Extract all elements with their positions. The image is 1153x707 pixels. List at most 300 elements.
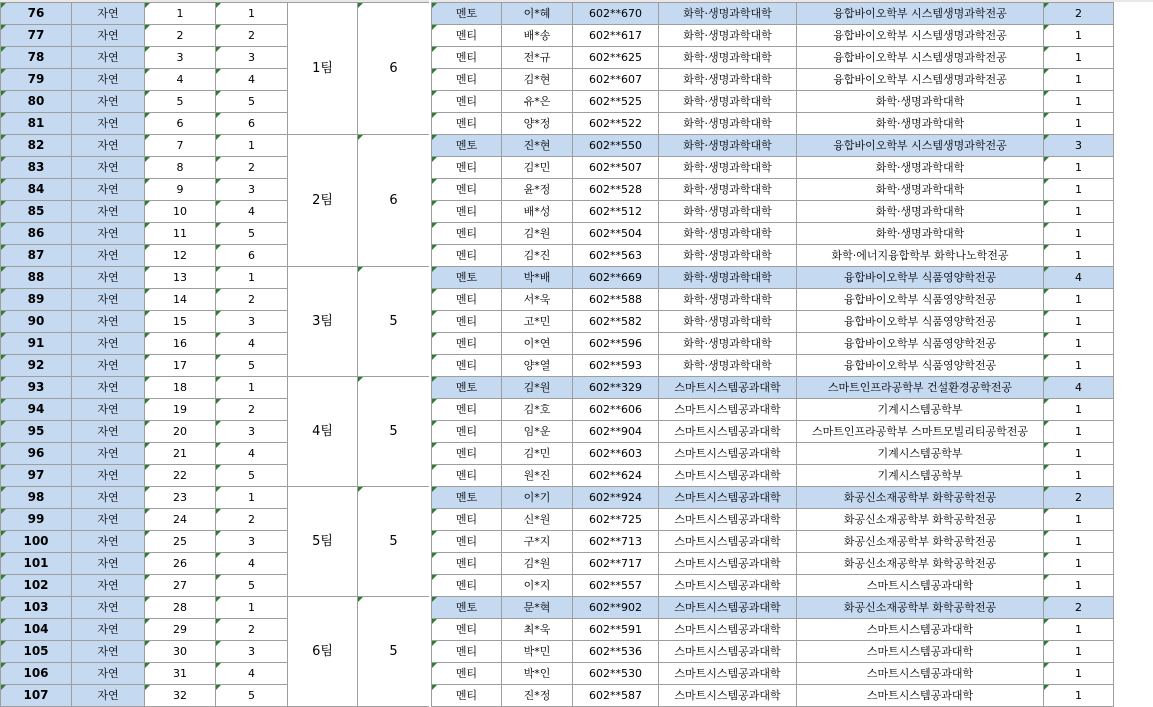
student-id-cell[interactable]: 602**596 [573, 333, 659, 355]
student-id-cell[interactable]: 602**522 [573, 113, 659, 135]
student-id-cell[interactable]: 602**550 [573, 135, 659, 157]
student-id-cell[interactable]: 602**725 [573, 509, 659, 531]
college-cell[interactable]: 스마트시스템공과대학 [659, 487, 797, 509]
role-cell[interactable]: 멘티 [432, 179, 502, 201]
name-cell[interactable]: 김*민 [502, 157, 573, 179]
category-cell[interactable]: 자연 [72, 113, 145, 135]
count-cell[interactable]: 3 [1044, 135, 1114, 157]
major-cell[interactable]: 융합바이오학부 식품영양학전공 [797, 333, 1044, 355]
college-cell[interactable]: 스마트시스템공과대학 [659, 685, 797, 707]
seq-cell[interactable]: 6 [145, 113, 216, 135]
count-cell[interactable]: 1 [1044, 355, 1114, 377]
role-cell[interactable]: 멘티 [432, 223, 502, 245]
seq-cell[interactable]: 32 [145, 685, 216, 707]
category-cell[interactable]: 자연 [72, 333, 145, 355]
role-cell[interactable]: 멘티 [432, 69, 502, 91]
role-cell[interactable]: 멘티 [432, 509, 502, 531]
student-id-cell[interactable]: 602**606 [573, 399, 659, 421]
count-cell[interactable]: 1 [1044, 201, 1114, 223]
row-number-cell[interactable]: 78 [1, 47, 72, 69]
name-cell[interactable]: 양*정 [502, 113, 573, 135]
order-cell[interactable]: 3 [216, 531, 288, 553]
category-cell[interactable]: 자연 [72, 289, 145, 311]
seq-cell[interactable]: 21 [145, 443, 216, 465]
count-cell[interactable]: 1 [1044, 509, 1114, 531]
major-cell[interactable]: 융합바이오학부 식품영양학전공 [797, 267, 1044, 289]
name-cell[interactable]: 김*민 [502, 443, 573, 465]
seq-cell[interactable]: 23 [145, 487, 216, 509]
name-cell[interactable]: 서*욱 [502, 289, 573, 311]
order-cell[interactable]: 1 [216, 377, 288, 399]
name-cell[interactable]: 진*현 [502, 135, 573, 157]
major-cell[interactable]: 화공신소재공학부 화학공학전공 [797, 597, 1044, 619]
major-cell[interactable]: 화공신소재공학부 화학공학전공 [797, 509, 1044, 531]
order-cell[interactable]: 1 [216, 597, 288, 619]
student-id-cell[interactable]: 602**607 [573, 69, 659, 91]
name-cell[interactable]: 이*혜 [502, 3, 573, 25]
name-cell[interactable]: 김*원 [502, 553, 573, 575]
student-id-cell[interactable]: 602**591 [573, 619, 659, 641]
role-cell[interactable]: 멘티 [432, 399, 502, 421]
college-cell[interactable]: 화학·생명과학대학 [659, 179, 797, 201]
student-id-cell[interactable]: 602**902 [573, 597, 659, 619]
name-cell[interactable]: 박*배 [502, 267, 573, 289]
college-cell[interactable]: 스마트시스템공과대학 [659, 663, 797, 685]
row-number-cell[interactable]: 96 [1, 443, 72, 465]
college-cell[interactable]: 화학·생명과학대학 [659, 245, 797, 267]
team-name-cell[interactable]: 1팀 [288, 3, 358, 135]
row-number-cell[interactable]: 89 [1, 289, 72, 311]
college-cell[interactable]: 화학·생명과학대학 [659, 113, 797, 135]
order-cell[interactable]: 4 [216, 69, 288, 91]
team-size-cell[interactable]: 6 [358, 135, 430, 267]
category-cell[interactable]: 자연 [72, 355, 145, 377]
category-cell[interactable]: 자연 [72, 311, 145, 333]
row-number-cell[interactable]: 85 [1, 201, 72, 223]
count-cell[interactable]: 1 [1044, 399, 1114, 421]
college-cell[interactable]: 화학·생명과학대학 [659, 267, 797, 289]
major-cell[interactable]: 스마트시스템공과대학 [797, 663, 1044, 685]
role-cell[interactable]: 멘티 [432, 465, 502, 487]
student-id-cell[interactable]: 602**670 [573, 3, 659, 25]
role-cell[interactable]: 멘티 [432, 685, 502, 707]
name-cell[interactable]: 유*은 [502, 91, 573, 113]
category-cell[interactable]: 자연 [72, 3, 145, 25]
student-id-cell[interactable]: 602**617 [573, 25, 659, 47]
row-number-cell[interactable]: 101 [1, 553, 72, 575]
order-cell[interactable]: 4 [216, 553, 288, 575]
count-cell[interactable]: 1 [1044, 47, 1114, 69]
count-cell[interactable]: 2 [1044, 487, 1114, 509]
order-cell[interactable]: 4 [216, 663, 288, 685]
student-id-cell[interactable]: 602**504 [573, 223, 659, 245]
count-cell[interactable]: 1 [1044, 619, 1114, 641]
major-cell[interactable]: 기계시스템공학부 [797, 465, 1044, 487]
category-cell[interactable]: 자연 [72, 619, 145, 641]
seq-cell[interactable]: 30 [145, 641, 216, 663]
row-number-cell[interactable]: 104 [1, 619, 72, 641]
category-cell[interactable]: 자연 [72, 25, 145, 47]
college-cell[interactable]: 화학·생명과학대학 [659, 311, 797, 333]
row-number-cell[interactable]: 86 [1, 223, 72, 245]
student-id-cell[interactable]: 602**625 [573, 47, 659, 69]
order-cell[interactable]: 1 [216, 135, 288, 157]
row-number-cell[interactable]: 87 [1, 245, 72, 267]
team-size-cell[interactable]: 5 [358, 487, 430, 597]
category-cell[interactable]: 자연 [72, 47, 145, 69]
count-cell[interactable]: 1 [1044, 531, 1114, 553]
student-id-cell[interactable]: 602**329 [573, 377, 659, 399]
category-cell[interactable]: 자연 [72, 509, 145, 531]
student-id-cell[interactable]: 602**624 [573, 465, 659, 487]
major-cell[interactable]: 화학·생명과학대학 [797, 201, 1044, 223]
student-id-cell[interactable]: 602**603 [573, 443, 659, 465]
seq-cell[interactable]: 2 [145, 25, 216, 47]
role-cell[interactable]: 멘토 [432, 3, 502, 25]
role-cell[interactable]: 멘티 [432, 47, 502, 69]
count-cell[interactable]: 1 [1044, 69, 1114, 91]
seq-cell[interactable]: 29 [145, 619, 216, 641]
seq-cell[interactable]: 7 [145, 135, 216, 157]
college-cell[interactable]: 스마트시스템공과대학 [659, 443, 797, 465]
name-cell[interactable]: 문*혁 [502, 597, 573, 619]
role-cell[interactable]: 멘티 [432, 157, 502, 179]
order-cell[interactable]: 2 [216, 509, 288, 531]
name-cell[interactable]: 구*지 [502, 531, 573, 553]
role-cell[interactable]: 멘티 [432, 289, 502, 311]
student-id-cell[interactable]: 602**525 [573, 91, 659, 113]
college-cell[interactable]: 스마트시스템공과대학 [659, 399, 797, 421]
order-cell[interactable]: 2 [216, 157, 288, 179]
category-cell[interactable]: 자연 [72, 487, 145, 509]
name-cell[interactable]: 이*지 [502, 575, 573, 597]
order-cell[interactable]: 1 [216, 3, 288, 25]
category-cell[interactable]: 자연 [72, 531, 145, 553]
college-cell[interactable]: 화학·생명과학대학 [659, 3, 797, 25]
category-cell[interactable]: 자연 [72, 421, 145, 443]
seq-cell[interactable]: 20 [145, 421, 216, 443]
name-cell[interactable]: 신*원 [502, 509, 573, 531]
college-cell[interactable]: 화학·생명과학대학 [659, 47, 797, 69]
category-cell[interactable]: 자연 [72, 91, 145, 113]
category-cell[interactable]: 자연 [72, 179, 145, 201]
team-size-cell[interactable]: 5 [358, 377, 430, 487]
seq-cell[interactable]: 22 [145, 465, 216, 487]
role-cell[interactable]: 멘티 [432, 575, 502, 597]
major-cell[interactable]: 화공신소재공학부 화학공학전공 [797, 531, 1044, 553]
count-cell[interactable]: 2 [1044, 597, 1114, 619]
major-cell[interactable]: 융합바이오학부 식품영양학전공 [797, 289, 1044, 311]
row-number-cell[interactable]: 103 [1, 597, 72, 619]
major-cell[interactable]: 융합바이오학부 식품영양학전공 [797, 355, 1044, 377]
order-cell[interactable]: 3 [216, 641, 288, 663]
role-cell[interactable]: 멘티 [432, 443, 502, 465]
row-number-cell[interactable]: 82 [1, 135, 72, 157]
order-cell[interactable]: 4 [216, 201, 288, 223]
row-number-cell[interactable]: 83 [1, 157, 72, 179]
student-id-cell[interactable]: 602**528 [573, 179, 659, 201]
category-cell[interactable]: 자연 [72, 465, 145, 487]
seq-cell[interactable]: 10 [145, 201, 216, 223]
name-cell[interactable]: 배*성 [502, 201, 573, 223]
row-number-cell[interactable]: 90 [1, 311, 72, 333]
college-cell[interactable]: 스마트시스템공과대학 [659, 575, 797, 597]
role-cell[interactable]: 멘티 [432, 201, 502, 223]
count-cell[interactable]: 1 [1044, 289, 1114, 311]
seq-cell[interactable]: 1 [145, 3, 216, 25]
role-cell[interactable]: 멘티 [432, 553, 502, 575]
college-cell[interactable]: 화학·생명과학대학 [659, 25, 797, 47]
college-cell[interactable]: 스마트시스템공과대학 [659, 641, 797, 663]
role-cell[interactable]: 멘티 [432, 531, 502, 553]
count-cell[interactable]: 1 [1044, 421, 1114, 443]
major-cell[interactable]: 스마트인프라공학부 건설환경공학전공 [797, 377, 1044, 399]
name-cell[interactable]: 배*송 [502, 25, 573, 47]
college-cell[interactable]: 스마트시스템공과대학 [659, 597, 797, 619]
category-cell[interactable]: 자연 [72, 641, 145, 663]
major-cell[interactable]: 화학·에너지융합학부 화학나노학전공 [797, 245, 1044, 267]
count-cell[interactable]: 1 [1044, 157, 1114, 179]
role-cell[interactable]: 멘티 [432, 25, 502, 47]
row-number-cell[interactable]: 91 [1, 333, 72, 355]
student-id-cell[interactable]: 602**563 [573, 245, 659, 267]
order-cell[interactable]: 2 [216, 619, 288, 641]
role-cell[interactable]: 멘티 [432, 421, 502, 443]
category-cell[interactable]: 자연 [72, 69, 145, 91]
role-cell[interactable]: 멘티 [432, 355, 502, 377]
category-cell[interactable]: 자연 [72, 399, 145, 421]
order-cell[interactable]: 5 [216, 91, 288, 113]
college-cell[interactable]: 화학·생명과학대학 [659, 69, 797, 91]
count-cell[interactable]: 4 [1044, 267, 1114, 289]
team-name-cell[interactable]: 2팀 [288, 135, 358, 267]
count-cell[interactable]: 1 [1044, 465, 1114, 487]
seq-cell[interactable]: 15 [145, 311, 216, 333]
seq-cell[interactable]: 3 [145, 47, 216, 69]
seq-cell[interactable]: 17 [145, 355, 216, 377]
seq-cell[interactable]: 31 [145, 663, 216, 685]
order-cell[interactable]: 4 [216, 333, 288, 355]
major-cell[interactable]: 스마트인프라공학부 스마트모빌리티공학전공 [797, 421, 1044, 443]
college-cell[interactable]: 화학·생명과학대학 [659, 135, 797, 157]
order-cell[interactable]: 3 [216, 421, 288, 443]
order-cell[interactable]: 5 [216, 223, 288, 245]
name-cell[interactable]: 김*호 [502, 399, 573, 421]
order-cell[interactable]: 5 [216, 465, 288, 487]
college-cell[interactable]: 화학·생명과학대학 [659, 157, 797, 179]
order-cell[interactable]: 2 [216, 399, 288, 421]
major-cell[interactable]: 융합바이오학부 시스템생명과학전공 [797, 135, 1044, 157]
count-cell[interactable]: 1 [1044, 333, 1114, 355]
count-cell[interactable]: 1 [1044, 113, 1114, 135]
major-cell[interactable]: 화학·생명과학대학 [797, 179, 1044, 201]
name-cell[interactable]: 박*민 [502, 641, 573, 663]
major-cell[interactable]: 융합바이오학부 시스템생명과학전공 [797, 69, 1044, 91]
count-cell[interactable]: 1 [1044, 443, 1114, 465]
major-cell[interactable]: 융합바이오학부 시스템생명과학전공 [797, 3, 1044, 25]
count-cell[interactable]: 1 [1044, 179, 1114, 201]
seq-cell[interactable]: 12 [145, 245, 216, 267]
college-cell[interactable]: 화학·생명과학대학 [659, 355, 797, 377]
category-cell[interactable]: 자연 [72, 135, 145, 157]
seq-cell[interactable]: 4 [145, 69, 216, 91]
order-cell[interactable]: 5 [216, 355, 288, 377]
role-cell[interactable]: 멘티 [432, 619, 502, 641]
seq-cell[interactable]: 24 [145, 509, 216, 531]
seq-cell[interactable]: 9 [145, 179, 216, 201]
seq-cell[interactable]: 26 [145, 553, 216, 575]
role-cell[interactable]: 멘티 [432, 333, 502, 355]
major-cell[interactable]: 스마트시스템공과대학 [797, 641, 1044, 663]
row-number-cell[interactable]: 99 [1, 509, 72, 531]
college-cell[interactable]: 스마트시스템공과대학 [659, 377, 797, 399]
row-number-cell[interactable]: 105 [1, 641, 72, 663]
category-cell[interactable]: 자연 [72, 663, 145, 685]
seq-cell[interactable]: 16 [145, 333, 216, 355]
seq-cell[interactable]: 14 [145, 289, 216, 311]
name-cell[interactable]: 이*기 [502, 487, 573, 509]
order-cell[interactable]: 1 [216, 267, 288, 289]
major-cell[interactable]: 화학·생명과학대학 [797, 157, 1044, 179]
name-cell[interactable]: 전*규 [502, 47, 573, 69]
major-cell[interactable]: 기계시스템공학부 [797, 399, 1044, 421]
college-cell[interactable]: 화학·생명과학대학 [659, 201, 797, 223]
student-id-cell[interactable]: 602**557 [573, 575, 659, 597]
row-number-cell[interactable]: 84 [1, 179, 72, 201]
row-number-cell[interactable]: 102 [1, 575, 72, 597]
role-cell[interactable]: 멘티 [432, 311, 502, 333]
name-cell[interactable]: 김*원 [502, 377, 573, 399]
row-number-cell[interactable]: 88 [1, 267, 72, 289]
student-id-cell[interactable]: 602**717 [573, 553, 659, 575]
major-cell[interactable]: 스마트시스템공과대학 [797, 619, 1044, 641]
student-id-cell[interactable]: 602**587 [573, 685, 659, 707]
major-cell[interactable]: 융합바이오학부 식품영양학전공 [797, 311, 1044, 333]
category-cell[interactable]: 자연 [72, 685, 145, 707]
order-cell[interactable]: 4 [216, 443, 288, 465]
category-cell[interactable]: 자연 [72, 575, 145, 597]
team-size-cell[interactable]: 5 [358, 597, 430, 707]
row-number-cell[interactable]: 80 [1, 91, 72, 113]
seq-cell[interactable]: 13 [145, 267, 216, 289]
role-cell[interactable]: 멘토 [432, 135, 502, 157]
team-size-cell[interactable]: 5 [358, 267, 430, 377]
order-cell[interactable]: 2 [216, 289, 288, 311]
category-cell[interactable]: 자연 [72, 245, 145, 267]
row-number-cell[interactable]: 76 [1, 3, 72, 25]
role-cell[interactable]: 멘토 [432, 597, 502, 619]
count-cell[interactable]: 1 [1044, 553, 1114, 575]
role-cell[interactable]: 멘티 [432, 113, 502, 135]
role-cell[interactable]: 멘티 [432, 663, 502, 685]
count-cell[interactable]: 1 [1044, 685, 1114, 707]
college-cell[interactable]: 화학·생명과학대학 [659, 91, 797, 113]
major-cell[interactable]: 스마트시스템공과대학 [797, 685, 1044, 707]
order-cell[interactable]: 2 [216, 25, 288, 47]
category-cell[interactable]: 자연 [72, 597, 145, 619]
row-number-cell[interactable]: 98 [1, 487, 72, 509]
count-cell[interactable]: 2 [1044, 3, 1114, 25]
role-cell[interactable]: 멘티 [432, 91, 502, 113]
major-cell[interactable]: 융합바이오학부 시스템생명과학전공 [797, 47, 1044, 69]
seq-cell[interactable]: 5 [145, 91, 216, 113]
college-cell[interactable]: 스마트시스템공과대학 [659, 465, 797, 487]
major-cell[interactable]: 화학·생명과학대학 [797, 91, 1044, 113]
student-id-cell[interactable]: 602**588 [573, 289, 659, 311]
order-cell[interactable]: 1 [216, 487, 288, 509]
order-cell[interactable]: 6 [216, 113, 288, 135]
count-cell[interactable]: 1 [1044, 245, 1114, 267]
student-id-cell[interactable]: 602**512 [573, 201, 659, 223]
seq-cell[interactable]: 8 [145, 157, 216, 179]
seq-cell[interactable]: 27 [145, 575, 216, 597]
name-cell[interactable]: 김*현 [502, 69, 573, 91]
order-cell[interactable]: 3 [216, 179, 288, 201]
row-number-cell[interactable]: 107 [1, 685, 72, 707]
row-number-cell[interactable]: 92 [1, 355, 72, 377]
count-cell[interactable]: 4 [1044, 377, 1114, 399]
count-cell[interactable]: 1 [1044, 641, 1114, 663]
name-cell[interactable]: 김*진 [502, 245, 573, 267]
role-cell[interactable]: 멘토 [432, 267, 502, 289]
student-id-cell[interactable]: 602**593 [573, 355, 659, 377]
category-cell[interactable]: 자연 [72, 377, 145, 399]
row-number-cell[interactable]: 97 [1, 465, 72, 487]
college-cell[interactable]: 스마트시스템공과대학 [659, 509, 797, 531]
name-cell[interactable]: 이*연 [502, 333, 573, 355]
student-id-cell[interactable]: 602**904 [573, 421, 659, 443]
student-id-cell[interactable]: 602**582 [573, 311, 659, 333]
team-name-cell[interactable]: 3팀 [288, 267, 358, 377]
student-id-cell[interactable]: 602**507 [573, 157, 659, 179]
team-name-cell[interactable]: 6팀 [288, 597, 358, 707]
count-cell[interactable]: 1 [1044, 25, 1114, 47]
major-cell[interactable]: 화공신소재공학부 화학공학전공 [797, 553, 1044, 575]
order-cell[interactable]: 5 [216, 685, 288, 707]
team-name-cell[interactable]: 4팀 [288, 377, 358, 487]
seq-cell[interactable]: 18 [145, 377, 216, 399]
order-cell[interactable]: 3 [216, 311, 288, 333]
team-name-cell[interactable]: 5팀 [288, 487, 358, 597]
college-cell[interactable]: 화학·생명과학대학 [659, 223, 797, 245]
category-cell[interactable]: 자연 [72, 157, 145, 179]
order-cell[interactable]: 3 [216, 47, 288, 69]
college-cell[interactable]: 화학·생명과학대학 [659, 333, 797, 355]
count-cell[interactable]: 1 [1044, 223, 1114, 245]
name-cell[interactable]: 양*열 [502, 355, 573, 377]
major-cell[interactable]: 화학·생명과학대학 [797, 223, 1044, 245]
college-cell[interactable]: 스마트시스템공과대학 [659, 619, 797, 641]
college-cell[interactable]: 스마트시스템공과대학 [659, 421, 797, 443]
row-number-cell[interactable]: 77 [1, 25, 72, 47]
major-cell[interactable]: 융합바이오학부 시스템생명과학전공 [797, 25, 1044, 47]
major-cell[interactable]: 스마트시스템공과대학 [797, 575, 1044, 597]
student-id-cell[interactable]: 602**536 [573, 641, 659, 663]
name-cell[interactable]: 박*인 [502, 663, 573, 685]
count-cell[interactable]: 1 [1044, 91, 1114, 113]
category-cell[interactable]: 자연 [72, 267, 145, 289]
student-id-cell[interactable]: 602**669 [573, 267, 659, 289]
college-cell[interactable]: 스마트시스템공과대학 [659, 553, 797, 575]
major-cell[interactable]: 기계시스템공학부 [797, 443, 1044, 465]
category-cell[interactable]: 자연 [72, 223, 145, 245]
name-cell[interactable]: 원*진 [502, 465, 573, 487]
major-cell[interactable]: 화학·생명과학대학 [797, 113, 1044, 135]
category-cell[interactable]: 자연 [72, 443, 145, 465]
count-cell[interactable]: 1 [1044, 663, 1114, 685]
row-number-cell[interactable]: 81 [1, 113, 72, 135]
name-cell[interactable]: 윤*정 [502, 179, 573, 201]
